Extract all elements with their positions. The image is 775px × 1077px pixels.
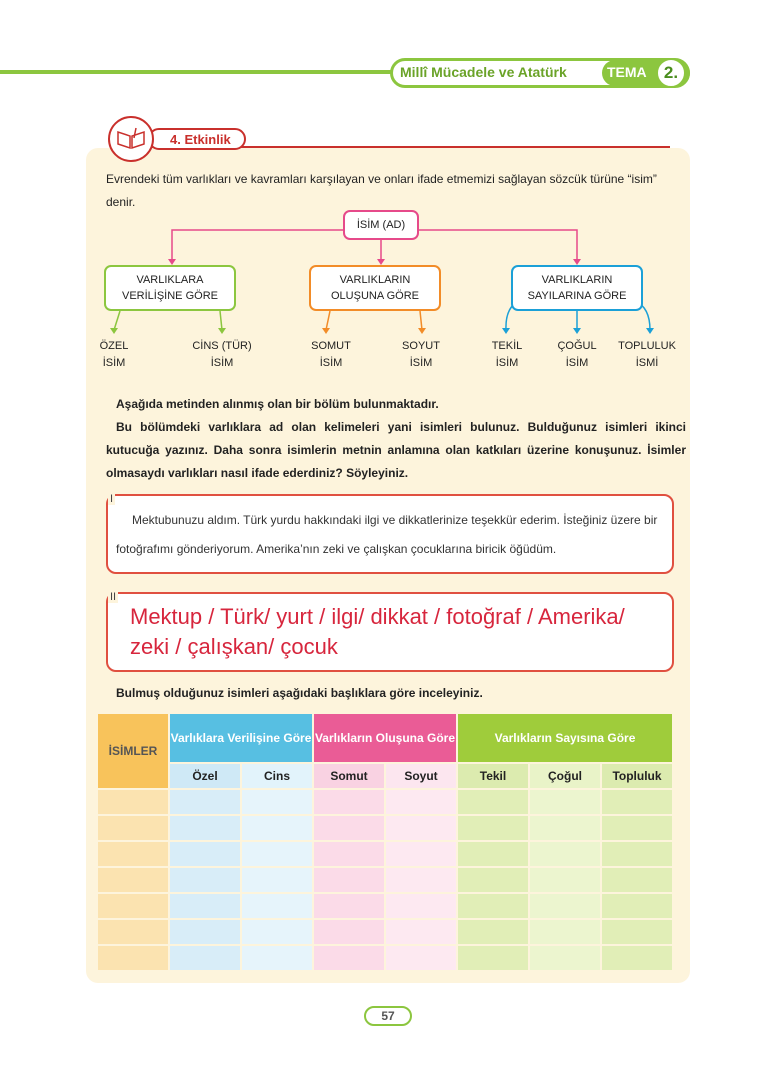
table-row: [98, 790, 672, 814]
subheader-soyut: Soyut: [386, 764, 456, 788]
answer-cell[interactable]: [386, 842, 456, 866]
header-verilis-text: Varlıklara Verilişine Göre: [170, 731, 312, 745]
answer-cell[interactable]: [386, 894, 456, 918]
page-number: 57: [364, 1006, 412, 1026]
answer-cell[interactable]: [98, 894, 168, 918]
answer-cell[interactable]: [530, 894, 600, 918]
leaf-line: SOMUT: [311, 340, 351, 352]
answer-cell[interactable]: [170, 946, 240, 970]
answer-cell[interactable]: [602, 790, 672, 814]
answer-cell[interactable]: [602, 816, 672, 840]
answer-cell[interactable]: [458, 946, 528, 970]
answer-cell[interactable]: [458, 842, 528, 866]
leaf-line: CİNS (TÜR): [192, 340, 252, 352]
answer-cell[interactable]: [170, 894, 240, 918]
instruction-1: Aşağıda metinden alınmış olan bir bölüm bulunmaktadır.: [116, 397, 439, 411]
answer-cell[interactable]: [386, 816, 456, 840]
leaf-line: İSİM: [565, 357, 589, 369]
answer-cell[interactable]: [386, 868, 456, 892]
answer-cell[interactable]: [602, 894, 672, 918]
instruction-2: Bu bölümdeki varlıklara ad olan kelimeleri yani isimleri bulunuz. Bulduğunuz isimleri ikinci kutucuğa yazınız. Daha sonra isimlerin metnin anlamına olan katkıları üzerine konuşunuz. İsimler olmasaydı varlıkları nasıl ifade ederdiniz? Söyleyiniz.: [106, 420, 686, 480]
header-olus-text: Varlıkların Oluşuna Göre: [314, 731, 456, 745]
table-row: [98, 946, 672, 970]
answer-cell[interactable]: [242, 790, 312, 814]
node-line: VERİLİŞİNE GÖRE: [122, 290, 218, 302]
answer-cell[interactable]: [314, 816, 384, 840]
header-olus: [314, 714, 456, 762]
subheader-ozel: Özel: [170, 764, 240, 788]
table-intro: Bulmuş olduğunuz isimleri aşağıdaki başlıklara göre inceleyiniz.: [116, 686, 483, 700]
box-i-label: [108, 489, 115, 507]
answer-cell[interactable]: [530, 842, 600, 866]
answer-cell[interactable]: [530, 790, 600, 814]
answer-cell[interactable]: [242, 816, 312, 840]
activity-label: 4. Etkinlik: [148, 128, 246, 150]
answer-cell[interactable]: [170, 920, 240, 944]
subheader-tekil: Tekil: [458, 764, 528, 788]
answer-cell[interactable]: [242, 920, 312, 944]
table-row: [98, 816, 672, 840]
answer-cell[interactable]: [530, 816, 600, 840]
node-line: SAYILARINA GÖRE: [527, 290, 627, 302]
answer-cell[interactable]: [314, 790, 384, 814]
answer-cell[interactable]: [242, 868, 312, 892]
subheader-somut: Somut: [314, 764, 384, 788]
intro-text: Evrendeki tüm varlıkları ve kavramları karşılayan ve onları ifade etmemizi sağlayan sözcük türüne “isim” denir.: [106, 172, 657, 209]
box-label: I: [110, 493, 114, 505]
leaf-soyut: [381, 338, 461, 372]
answer-cell[interactable]: [458, 920, 528, 944]
tema-number: 2.: [656, 58, 686, 88]
answer-cell[interactable]: [386, 946, 456, 970]
table-row: [98, 894, 672, 918]
node-line: VARLIKLARIN: [541, 274, 613, 286]
subheader-topluluk: Topluluk: [602, 764, 672, 788]
leaf-somut: [291, 338, 371, 372]
answer-cell[interactable]: [314, 920, 384, 944]
answer-cell[interactable]: [170, 868, 240, 892]
answer-cell[interactable]: [314, 842, 384, 866]
leaf-line: İSİM: [409, 357, 433, 369]
answer-cell[interactable]: [170, 790, 240, 814]
answer-cell[interactable]: [314, 868, 384, 892]
leaf-line: İSMİ: [635, 357, 659, 369]
subheader-cins: Cins: [242, 764, 312, 788]
node-line: OLUŞUNA GÖRE: [330, 290, 420, 302]
answer-cell[interactable]: [458, 790, 528, 814]
leaf-line: TOPLULUK: [618, 340, 676, 352]
answer-cell[interactable]: [242, 946, 312, 970]
diagram-node-olus: [309, 265, 441, 311]
answer-cell[interactable]: [458, 868, 528, 892]
answer-cell[interactable]: [530, 868, 600, 892]
answer-cell[interactable]: [530, 920, 600, 944]
answer-cell[interactable]: [458, 894, 528, 918]
diagram-node-sayi: [511, 265, 643, 311]
table-row: [98, 868, 672, 892]
answer-rows: [98, 790, 672, 970]
box-label: II: [110, 591, 117, 603]
leaf-line: ÇOĞUL: [557, 340, 597, 352]
answer-cell[interactable]: [98, 868, 168, 892]
header-sayi-text: Varlıkların Sayısına Göre: [494, 731, 636, 745]
root-label: İSİM (AD): [356, 219, 406, 231]
leaf-topluluk: [607, 338, 687, 372]
leaf-line: İSİM: [102, 357, 126, 369]
answer-cell[interactable]: [314, 894, 384, 918]
answer-cell[interactable]: [458, 816, 528, 840]
answer-line-2: zeki / çalışkan/ çocuk: [130, 634, 338, 659]
answer-cell[interactable]: [242, 894, 312, 918]
diagram-root-node: [343, 210, 419, 240]
node-line: VARLIKLARIN: [339, 274, 411, 286]
answer-cell[interactable]: [170, 842, 240, 866]
leaf-ozel: [74, 338, 154, 372]
answer-cell[interactable]: [602, 868, 672, 892]
leaf-tekil: [467, 338, 547, 372]
answer-cell[interactable]: [602, 946, 672, 970]
tema-label: TEMA: [607, 64, 647, 80]
answer-cell[interactable]: [98, 816, 168, 840]
answer-cell[interactable]: [386, 920, 456, 944]
box-i-text: Mektubunuzu aldım. Türk yurdu hakkındaki ilgi ve dikkatlerinize teşekkür ederim. İsteğiniz üzere bir fotoğrafımı gönderiyorum. Amerika’nın zeki ve çalışkan çocuklarına biricik öğüdüm.: [116, 513, 658, 556]
answer-cell[interactable]: [530, 946, 600, 970]
answer-cell[interactable]: [386, 790, 456, 814]
answer-cell[interactable]: [242, 842, 312, 866]
leaf-line: İSİM: [319, 357, 343, 369]
node-line: VARLIKLARA: [136, 274, 204, 286]
answer-cell[interactable]: [98, 920, 168, 944]
header-sayi: [458, 714, 672, 762]
answer-cell[interactable]: [314, 946, 384, 970]
leaf-line: ÖZEL: [99, 340, 129, 352]
subheader-cogul: Çoğul: [530, 764, 600, 788]
answer-line-1: Mektup / Türk/ yurt / ilgi/ dikkat / fotoğraf / Amerika/: [130, 604, 625, 629]
leaf-line: TEKİL: [491, 340, 523, 352]
table-row: [98, 842, 672, 866]
chapter-title: Millî Mücadele ve Atatürk: [400, 64, 567, 80]
leaf-line: İSİM: [210, 357, 234, 369]
header-isimler-text: İSİMLER: [108, 744, 158, 758]
leaf-cins: [182, 338, 262, 372]
leaf-line: İSİM: [495, 357, 519, 369]
table-row: [98, 920, 672, 944]
box-ii-label: [108, 587, 118, 605]
answer-cell[interactable]: [98, 790, 168, 814]
box-ii-answer: [130, 602, 660, 662]
answer-cell[interactable]: [98, 946, 168, 970]
leaf-cogul: [537, 338, 617, 372]
answer-cell[interactable]: [602, 842, 672, 866]
leaf-line: SOYUT: [402, 340, 440, 352]
diagram-node-verilis: [104, 265, 236, 311]
answer-cell[interactable]: [98, 842, 168, 866]
answer-cell[interactable]: [602, 920, 672, 944]
diagram-connectors: [0, 0, 775, 380]
classification-table: [96, 712, 674, 972]
header-verilis: [170, 714, 312, 762]
answer-cell[interactable]: [170, 816, 240, 840]
header-isimler: [98, 714, 168, 788]
